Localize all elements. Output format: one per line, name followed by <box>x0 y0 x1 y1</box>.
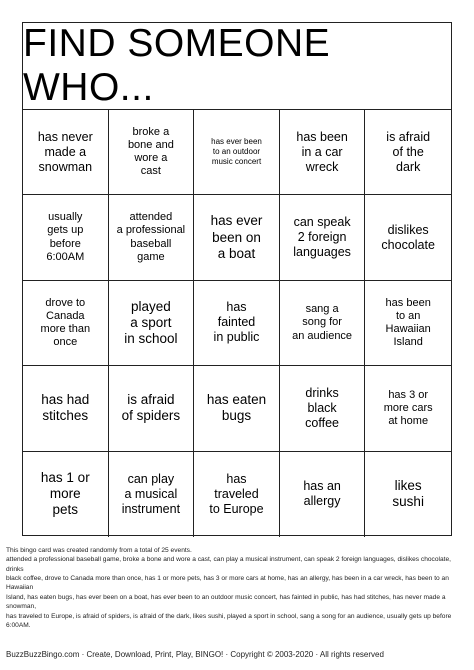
bingo-cell: drinks black coffee <box>280 366 366 451</box>
bingo-cell: sang a song for an audience <box>280 281 366 366</box>
bingo-cell: likes sushi <box>392 478 424 510</box>
bingo-cell: has 1 or more pets <box>23 452 109 537</box>
bingo-grid <box>23 110 451 537</box>
events-note-line: This bingo card was created randomly from a total of 25 events. <box>6 547 192 554</box>
events-note-line: attended a professional baseball game, broke a bone and wore a cast, can play a musical instrument, can speak 2 foreign languages, dislikes chocolate, drinks <box>6 556 451 573</box>
copyright-credit: BuzzBuzzBingo.com · Create, Download, Print, Play, BINGO! · Copyright © 2003-2020 · All rights reserved <box>6 650 384 659</box>
bingo-cell: usually gets up before 6:00AM <box>23 195 109 280</box>
bingo-cell: attended a professional baseball game <box>109 195 195 280</box>
bingo-cell: can speak 2 foreign languages <box>280 195 366 280</box>
bingo-cell: has eaten bugs <box>194 366 280 451</box>
bingo-cell: has had stitches <box>23 366 109 451</box>
bingo-cell: is afraid of spiders <box>109 366 195 451</box>
events-note-line: black coffee, drove to Canada more than once, has 1 or more pets, has 3 or more cars at home, has an allergy, has been in a car wreck, has been to an Hawaiian <box>6 575 449 592</box>
events-note-line: Island, has eaten bugs, has ever been on a boat, has ever been to an outdoor music concert, has fainted in public, has had stitches, has never made a snowman, <box>6 593 446 611</box>
bingo-cell: played a sport in school <box>109 281 195 366</box>
bingo-cell: broke a bone and wore a cast <box>109 110 195 195</box>
card-title: FIND SOMEONE WHO... <box>23 23 451 110</box>
bingo-cell: can play a musical instrument <box>109 452 195 537</box>
bingo-cell: has traveled to Europe <box>194 452 280 537</box>
bingo-cell: has an allergy <box>280 452 366 537</box>
bingo-cell: has ever been on a boat <box>194 195 280 280</box>
bingo-card <box>22 22 452 536</box>
bingo-cell: has fainted in public <box>194 281 280 366</box>
bingo-cell: drove to Canada more than once <box>23 281 109 366</box>
bingo-cell: has ever been to an outdoor music concert <box>194 110 280 195</box>
bingo-cell: has been to an Hawaiian Island <box>365 281 451 366</box>
bingo-cell: has been in a car wreck <box>280 110 366 195</box>
bingo-cell: has 3 or more cars at home <box>365 366 451 451</box>
events-note-line: has traveled to Europe, is afraid of spiders, is afraid of the dark, likes sushi, played a sport in school, sang a song for an audience, usually gets up before 6:00AM. <box>6 612 452 629</box>
bingo-cell: is afraid of the dark <box>365 110 451 195</box>
bingo-cell: dislikes chocolate <box>365 195 451 280</box>
events-note <box>6 546 468 630</box>
bingo-cell: has never made a snowman <box>23 110 109 195</box>
